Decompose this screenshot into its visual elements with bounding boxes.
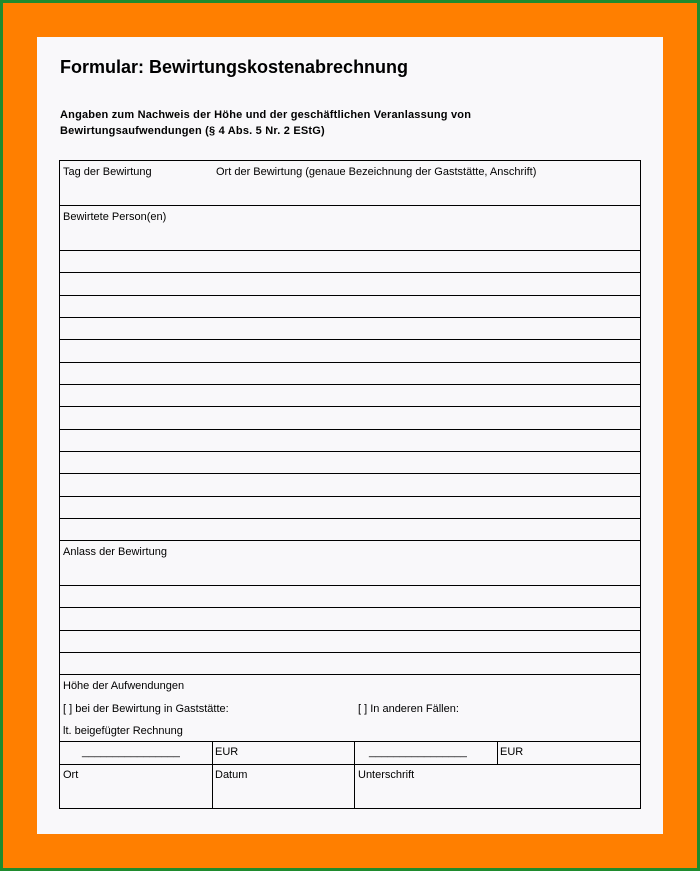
- row-divider: [60, 585, 640, 586]
- row-divider: [60, 250, 640, 251]
- form-title: Formular: Bewirtungskostenabrechnung: [60, 57, 409, 77]
- write-line-row[interactable]: [60, 339, 640, 340]
- expense-form-table: [59, 160, 641, 809]
- write-line-row[interactable]: [60, 652, 640, 653]
- subtitle-line-2: Bewirtungsaufwendungen (§ 4 Abs. 5 Nr. 2 EStG): [60, 125, 325, 137]
- write-line-row[interactable]: [60, 451, 640, 452]
- datum-field[interactable]: Datum: [215, 769, 248, 781]
- write-line-row[interactable]: [60, 406, 640, 407]
- write-line-row[interactable]: [60, 295, 640, 296]
- eur-label-2: EUR: [500, 746, 524, 758]
- option-andere-checkbox[interactable]: [ ] In anderen Fällen:: [358, 703, 459, 715]
- unterschrift-field[interactable]: Unterschrift: [358, 769, 415, 781]
- write-line-row[interactable]: [60, 630, 640, 631]
- write-line-row[interactable]: [60, 473, 640, 474]
- write-line-row[interactable]: [60, 317, 640, 318]
- row-divider: [60, 764, 640, 765]
- ort-der-bewirtung-label: Ort der Bewirtung (genaue Bezeichnung der Gaststätte, Anschrift): [216, 166, 537, 178]
- tag-der-bewirtung-label: Tag der Bewirtung: [63, 166, 152, 178]
- subtitle-line-1: Angaben zum Nachweis der Höhe und der geschäftlichen Veranlassung von: [60, 109, 472, 121]
- write-line-row[interactable]: [60, 607, 640, 608]
- eur-label-1: EUR: [215, 746, 239, 758]
- ort-field[interactable]: Ort: [63, 769, 79, 781]
- write-line-row[interactable]: [60, 362, 640, 363]
- bewirtete-personen-label: Bewirtete Person(en): [63, 211, 167, 223]
- write-line-row[interactable]: [60, 384, 640, 385]
- form-subtitle: [60, 107, 620, 139]
- write-line-row[interactable]: [60, 496, 640, 497]
- row-divider: [60, 674, 640, 675]
- write-line-row[interactable]: [60, 518, 640, 519]
- column-divider: [354, 741, 355, 808]
- amount-gaststaette-field[interactable]: ________________: [82, 746, 180, 758]
- column-divider: [212, 741, 213, 808]
- row-divider: [60, 741, 640, 742]
- row-divider: [60, 540, 640, 541]
- column-divider: [497, 741, 498, 764]
- option-gaststaette-checkbox[interactable]: [ ] bei der Bewirtung in Gaststätte:: [63, 703, 229, 715]
- hoehe-label: Höhe der Aufwendungen: [63, 680, 185, 692]
- write-line-row[interactable]: [60, 429, 640, 430]
- rechnung-label: lt. beigefügter Rechnung: [63, 725, 183, 737]
- write-line-row[interactable]: [60, 272, 640, 273]
- amount-andere-field[interactable]: ________________: [369, 746, 467, 758]
- anlass-label: Anlass der Bewirtung: [63, 546, 167, 558]
- row-divider: [60, 205, 640, 206]
